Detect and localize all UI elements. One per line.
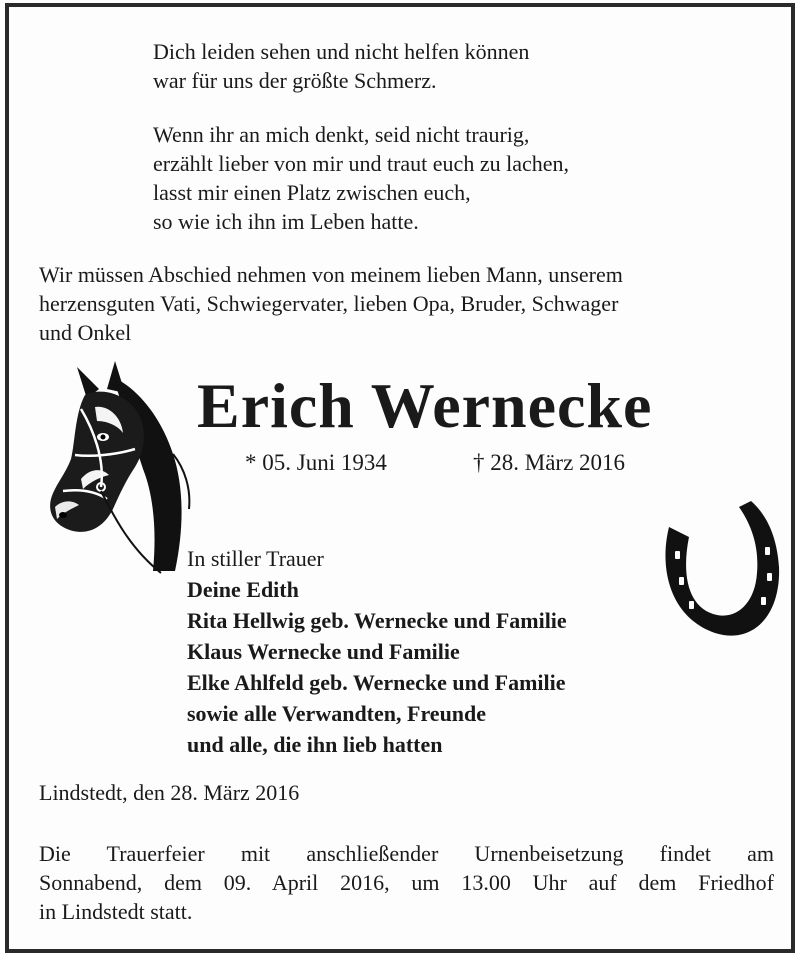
farewell-intro: [39, 260, 774, 347]
poem-line: war für uns der größte Schmerz.: [153, 68, 437, 93]
mourner-name: Elke Ahlfeld geb. Wernecke und Familie: [187, 670, 566, 695]
poem-stanza-2: [153, 120, 569, 236]
intro-line: und Onkel: [39, 320, 132, 345]
mourner-name: Klaus Wernecke und Familie: [187, 639, 460, 664]
intro-line: Wir müssen Abschied nehmen von meinem lieben Mann, unserem: [39, 262, 623, 287]
poem-stanza-1: [153, 37, 529, 95]
intro-line: herzensguten Vati, Schwiegervater, lieben Opa, Bruder, Schwager: [39, 291, 619, 316]
birth-date: * 05. Juni 1934: [245, 450, 387, 475]
deceased-name: Erich Wernecke: [197, 370, 653, 441]
horseshoe-icon: [655, 497, 785, 647]
place-and-date: Lindstedt, den 28. März 2016: [39, 780, 300, 805]
funeral-line: Die Trauerfeier mit anschließender Urnenbeisetzung findet am: [39, 841, 774, 866]
obituary-notice: [5, 3, 795, 953]
death-date: † 28. März 2016: [473, 450, 626, 475]
mourner-name: Rita Hellwig geb. Wernecke und Familie: [187, 608, 567, 633]
poem-line: so wie ich ihn im Leben hatte.: [153, 209, 419, 234]
mourner-name: Deine Edith: [187, 577, 299, 602]
poem-line: lasst mir einen Platz zwischen euch,: [153, 180, 471, 205]
mourners-list: [187, 543, 567, 760]
mourner-name: sowie alle Verwandten, Freunde: [187, 701, 487, 726]
poem-line: erzählt lieber von mir und traut euch zu lachen,: [153, 151, 569, 176]
funeral-line: Sonnabend, dem 09. April 2016, um 13.00 Uhr auf dem Friedhof: [39, 870, 774, 895]
funeral-details: [39, 839, 774, 926]
poem-line: Dich leiden sehen und nicht helfen können: [153, 39, 530, 64]
horse-head-icon: [35, 359, 195, 579]
mourner-name: und alle, die ihn lieb hatten: [187, 732, 443, 757]
mourners-heading: In stiller Trauer: [187, 546, 324, 571]
poem-line: Wenn ihr an mich denkt, seid nicht traurig,: [153, 122, 530, 147]
funeral-line: in Lindstedt statt.: [39, 899, 193, 924]
